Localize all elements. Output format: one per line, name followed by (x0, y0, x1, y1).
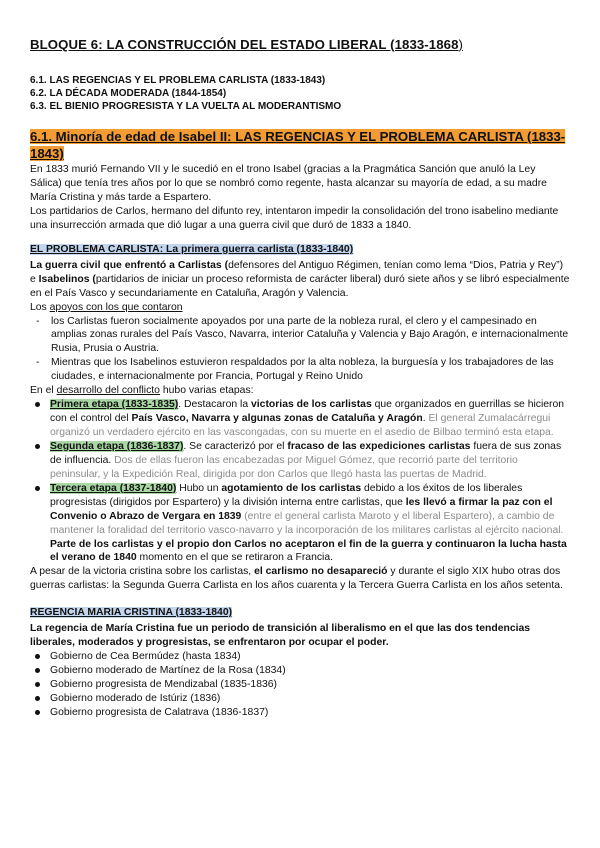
carlist-paragraph (30, 259, 570, 301)
bold-text: les llevó a firmar la paz con el Convenio o Abrazo de Vergara en 1839 (50, 496, 553, 522)
text: debido a los éxitos de los liberales progresistas (dirigidos por Espartero) y la división interna entre carlistas, que (50, 482, 523, 508)
stage-label: Primera etapa (1833-1835) (50, 399, 179, 411)
text: En el (30, 385, 57, 397)
stages-list (30, 398, 570, 565)
document-title (30, 36, 570, 54)
list-item: - los Carlistas fueron socialmente apoyados por una parte de la nobleza rural, el clero y el campesinado en amplias zonas rurales del País Vasco, Navarra, interior Cataluña y Valencia y Bajo Aragón, e internacionalmente Rusia, Prusia o Austria. (48, 315, 570, 357)
stage-label: Tercera etapa (1837-1840) (50, 482, 177, 494)
document-title-text: BLOQUE 6: LA CONSTRUCCIÓN DEL ESTADO LIBERAL (1833-1868 (30, 37, 459, 52)
toc-item: 6.1. LAS REGENCIAS Y EL PROBLEMA CARLISTA (1833-1843) (30, 74, 326, 86)
underlined-text: apoyos con los que contaron (49, 301, 183, 313)
stage-item-2 (50, 440, 570, 482)
list-item: Gobierno moderado de Martínez de la Rosa (1834) (50, 664, 570, 678)
stage-item-3 (50, 482, 570, 566)
gray-text: (entre el general carlista Maroto y el liberal Espartero), a cambio de mantener la foralidad del territorio vasco-navarro y la incorporación de los militares carlistas al ejército nacional. (50, 510, 564, 536)
stage-label: Segunda etapa (1836-1837) (50, 440, 184, 452)
toc-item: 6.2. LA DÉCADA MODERADA (1844-1854) (30, 88, 227, 100)
bold-text: victorias de los carlistas (251, 399, 372, 411)
supports-intro (30, 301, 570, 315)
bold-text: el carlismo no desapareció (254, 566, 388, 578)
document-title-paren: ) (458, 37, 464, 52)
governments-list (30, 650, 570, 720)
carlist-heading (30, 243, 570, 257)
text: y durante el siglo XIX hubo otras dos guerras carlistas: la Segunda Guerra Carlista en los años cuarenta y la Tercera Guerra Carlista en los años setenta. (30, 566, 563, 592)
section-intro-2: Los partidarios de Carlos, hermano del difunto rey, intentaron impedir la consolidación del trono isabelino mediante una insurrección armada que dió lugar a una guerra civil que duró de 1833 a 1840. (30, 205, 559, 231)
text: . Se caracterizó por el (183, 440, 288, 452)
underlined-text: desarrollo del conflicto (56, 385, 160, 397)
text: hubo varias etapas: (159, 385, 254, 397)
section-title (30, 128, 570, 162)
bold-text: agotamiento de los carlistas (221, 482, 362, 494)
regency-heading (30, 606, 570, 620)
list-item: Gobierno progresista de Calatrava (1836-1837) (50, 706, 570, 720)
regency-intro: La regencia de María Cristina fue un periodo de transición al liberalismo en el que las dos tendencias liberales, moderados y progresistas, se enfrentaron por ocupar el poder. (30, 623, 531, 649)
regency-heading-text: REGENCIA MARIA CRISTINA (1833-1840) (30, 607, 233, 619)
list-item: Gobierno moderado de Istúriz (1836) (50, 692, 570, 706)
bold-text: La guerra civil que enfrentó a Carlistas ( (30, 259, 229, 271)
text: fuera de sus zonas de influencia. (50, 440, 562, 466)
text: defensores del Antiguo Régimen, tenían como lema “Dios, Patria y Rey”) e (30, 259, 564, 285)
toc-item: 6.3. EL BIENIO PROGRESISTA Y LA VUELTA AL MODERANTISMO (30, 101, 342, 113)
list-item: Gobierno de Cea Bermúdez (hasta 1834) (50, 650, 570, 664)
section-intro: En 1833 murió Fernando VII y le sucedió en el trono Isabel (gracias a la Pragmática Sanción que anuló la Ley Sálica) que tenía tres años por lo que se nombró como regente, hasta alcanzar su mayoría de edad, a su madre María Cristina y más tarde a Espartero. (30, 164, 547, 204)
bold-text: fracaso de las expediciones carlistas (287, 440, 471, 452)
bold-text: Parte de los carlistas y el propio don Carlos no aceptaron el fin de la guerra y continuaron la lucha hasta el verano de 1840 (50, 538, 567, 564)
text: partidarios de iniciar un proceso reformista de carácter liberal) duró siete años y se libró especialmente en el País Vasco y secundariamente en Cataluña, Aragón y Valencia. (30, 273, 570, 299)
spacer (30, 593, 570, 606)
carlist-closing (30, 565, 570, 593)
text: . Destacaron la (178, 399, 252, 411)
carlist-heading-text: EL PROBLEMA CARLISTA: La primera guerra carlista (1833-1840) (30, 243, 354, 255)
gray-text: Dos de ellas fueron las encabezadas por Miguel Gómez, que recorrió parte del territorio peninsular, y la Expedición Real, dirigida por don Carlos que llegó hasta las puertas de Madrid. (50, 454, 518, 480)
text: que organizados en guerrillas se hicieron con el control del (50, 399, 565, 425)
section-title-text: 6.1. Minoría de edad de Isabel II: LAS REGENCIAS Y EL PROBLEMA CARLISTA (1833-1843) (30, 128, 566, 162)
list-item: - Mientras que los Isabelinos estuvieron respaldados por la alta nobleza, la burguesía y los trabajadores de las ciudades, e internacionalmente por Francia, Portugal y Reino Unido (48, 356, 570, 384)
stage-item-1 (50, 398, 570, 440)
table-of-contents (30, 74, 570, 114)
list-item: Gobierno progresista de Mendizabal (1835-1836) (50, 678, 570, 692)
gray-text: El general Zumalacárregui organizó un verdadero ejército en las vascongadas, con su muerte en el asedio de Bilbao terminó esta etapa. (50, 413, 554, 439)
bold-text: Isabelinos ( (38, 273, 96, 285)
development-intro (30, 384, 570, 398)
bold-text: País Vasco, Navarra y algunas zonas de Cataluña y Aragón (131, 413, 423, 425)
text: A pesar de la victoria cristina sobre los carlistas, (30, 566, 255, 578)
supports-list (30, 315, 570, 385)
text: momento en el que se retiraron a Francia. (136, 552, 334, 564)
text: Los (30, 301, 50, 313)
text: . (422, 413, 429, 425)
text: Hubo un (176, 482, 222, 494)
